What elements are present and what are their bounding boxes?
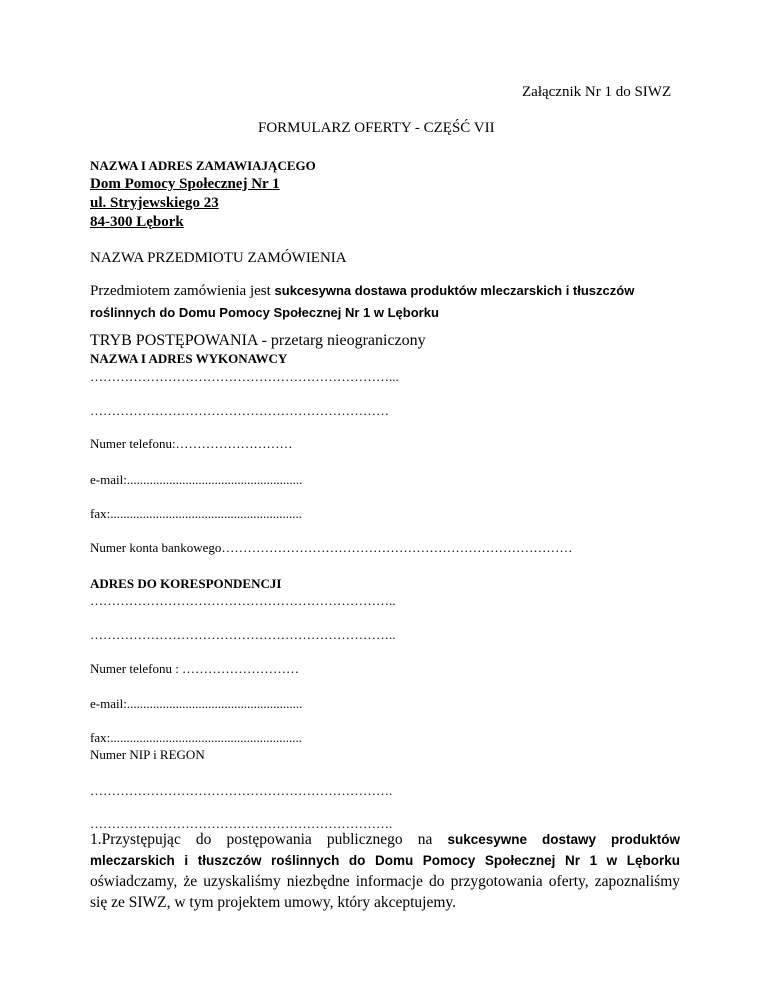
statement-paragraph [90, 829, 680, 913]
subject-bold-line2: roślinnych do Domu Pomocy Społecznej Nr 1 w Lęborku [90, 305, 439, 320]
correspondence-phone: Numer telefonu : ……………………… [90, 661, 300, 676]
nip-regon-line1: ……………………………………………………………. [90, 783, 393, 798]
procedure-label: TRYB POSTĘPOWANIA - przetarg nieograniczony [90, 332, 426, 349]
contractor-phone: Numer telefonu:……………………… [90, 436, 293, 451]
authority-city: 84-300 Lębork [90, 214, 184, 230]
authority-street: ul. Stryjewskiego 23 [90, 195, 219, 211]
statement-line3: oświadczamy, że uzyskaliśmy niezbędne informacje do przygotowania oferty, zapoznaliśmy [90, 873, 680, 890]
correspondence-line1: …………………………………………………………….. [90, 593, 396, 608]
subject-intro: Przedmiotem zamówienia jest [90, 283, 271, 299]
statement-line2: mleczarskich i tłuszczów roślinnych do Domu Pomocy Społecznej Nr 1 w Lęborku [90, 853, 680, 868]
contractor-line1: ……………………………………………………………... [90, 369, 399, 384]
contractor-line2: …………………………………………………………… [90, 403, 389, 418]
contractor-email: e-mail:...................................................... [90, 472, 303, 487]
form-title: FORMULARZ OFERTY - CZĘŚĆ VII [258, 120, 495, 136]
correspondence-email: e-mail:...................................................... [90, 696, 303, 711]
contracting-authority-heading: NAZWA I ADRES ZAMAWIAJĄCEGO [90, 158, 316, 173]
correspondence-fax: fax:........................................................... [90, 730, 302, 745]
authority-name: Dom Pomocy Społecznej Nr 1 [90, 176, 280, 192]
attachment-label: Załącznik Nr 1 do SIWZ [522, 84, 672, 100]
statement-line4: się ze SIWZ, w tym projektem umowy, który akceptujemy. [90, 894, 457, 911]
contractor-fax: fax:........................................................... [90, 506, 302, 521]
contractor-bank-account: Numer konta bankowego……………………………………………………………………… [90, 540, 573, 555]
nip-regon-label: Numer NIP i REGON [90, 747, 205, 762]
subject-line1 [90, 283, 634, 300]
correspondence-line2: …………………………………………………………….. [90, 627, 396, 642]
correspondence-heading: ADRES DO KORESPONDENCJI [90, 576, 282, 591]
statement-line1 [90, 829, 680, 850]
subject-bold-line1: sukcesywna dostawa produktów mleczarskich i tłuszczów [274, 283, 635, 298]
statement-line1-text: 1.Przystępując do postępowania publicznego na [90, 831, 433, 848]
nip-regon-line2: ……………………………………………………………. [90, 816, 393, 831]
subject-heading: NAZWA PRZEDMIOTU ZAMÓWIENIA [90, 250, 347, 266]
contractor-heading: NAZWA I ADRES WYKONAWCY [90, 351, 288, 366]
statement-line1-bold: sukcesywne dostawy produktów [447, 832, 680, 847]
